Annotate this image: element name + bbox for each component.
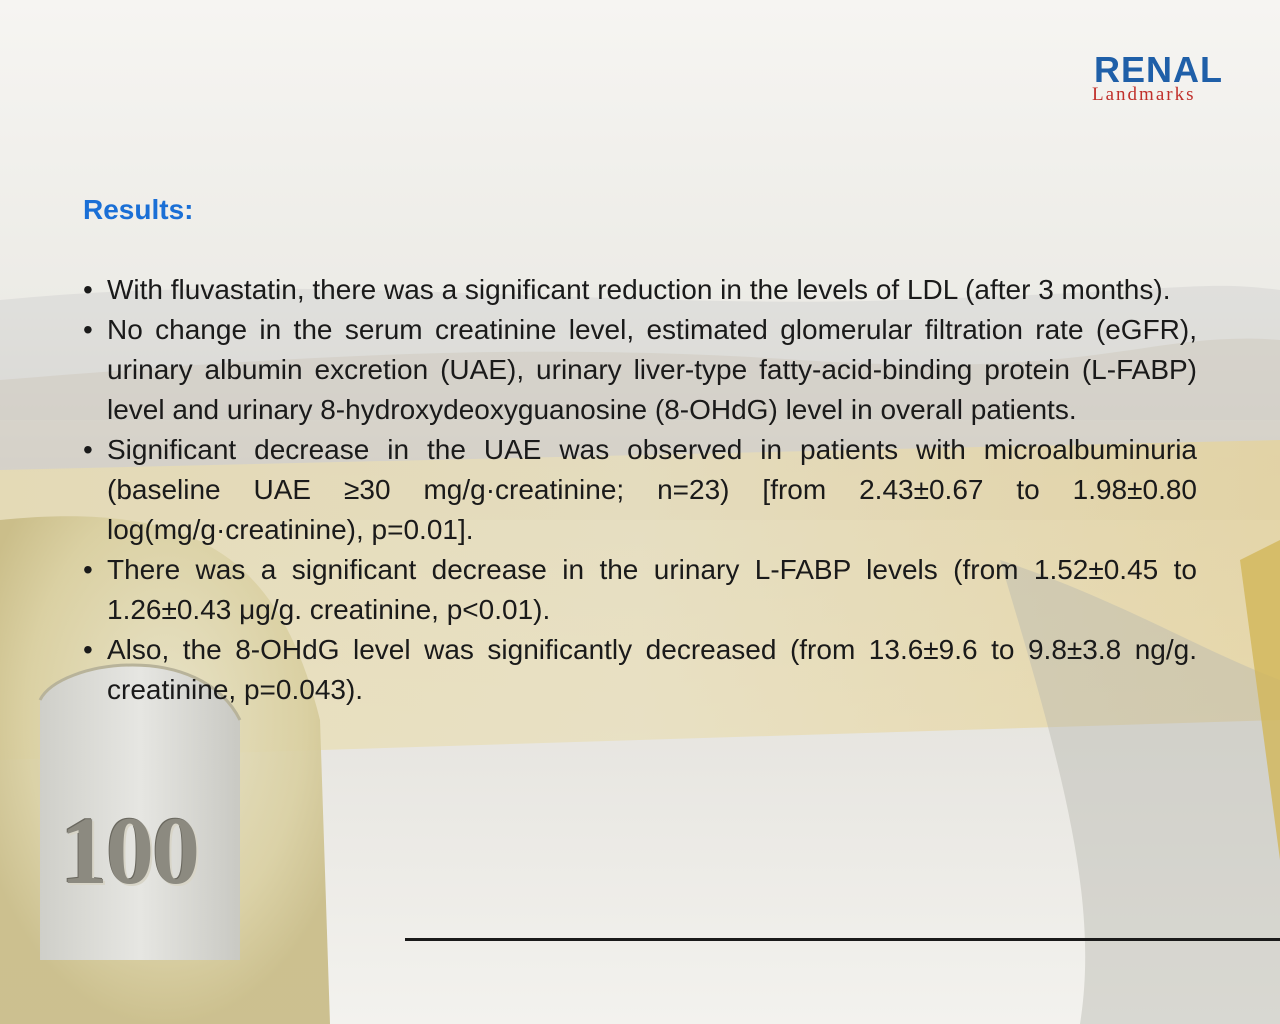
list-item [83, 270, 1197, 310]
results-heading: Results: [83, 194, 194, 225]
bullet-text: With fluvastatin, there was a significant reduction in the levels of LDL (after 3 months). [107, 274, 1171, 305]
bullet-dot: • [83, 554, 93, 585]
bullet-dot: • [83, 634, 93, 665]
list-item [83, 630, 1197, 710]
bullet-text: Significant decrease in the UAE was observed in patients with microalbuminuria (baseline UAE ≥30 mg/g·creatinine; n=23) [from 2.43±0.67 to 1.98±0.80 log(mg/g·creatinine), p=0.01]. [107, 434, 1197, 545]
renal-landmarks-logo [1092, 50, 1222, 110]
bullet-dot: • [83, 434, 93, 465]
bullet-dot: • [83, 274, 93, 305]
list-item [83, 550, 1197, 630]
bullet-dot: • [83, 314, 93, 345]
bullet-text: No change in the serum creatinine level, estimated glomerular filtration rate (eGFR), urinary albumin excretion (UAE), urinary liver-type fatty-acid-binding protein (L-FABP) level and urinary 8-hydroxydeoxyguanosine (8-OHdG) level in overall patients. [107, 314, 1197, 425]
logo-subtitle: Landmarks [1092, 84, 1196, 105]
list-item [83, 310, 1197, 430]
bullet-text: Also, the 8-OHdG level was significantly decreased (from 13.6±9.6 to 9.8±3.8 ng/g. creatinine, p=0.043). [107, 634, 1197, 705]
footer-divider [405, 938, 1280, 941]
bullet-text: There was a significant decrease in the urinary L-FABP levels (from 1.52±0.45 to 1.26±0.43 μg/g. creatinine, p<0.01). [107, 554, 1197, 625]
slide-number-badge: 100 [60, 797, 198, 904]
list-item [83, 430, 1197, 550]
logo-title: RENAL [1094, 49, 1223, 90]
results-list [83, 270, 1197, 710]
slide-content [83, 190, 1197, 710]
